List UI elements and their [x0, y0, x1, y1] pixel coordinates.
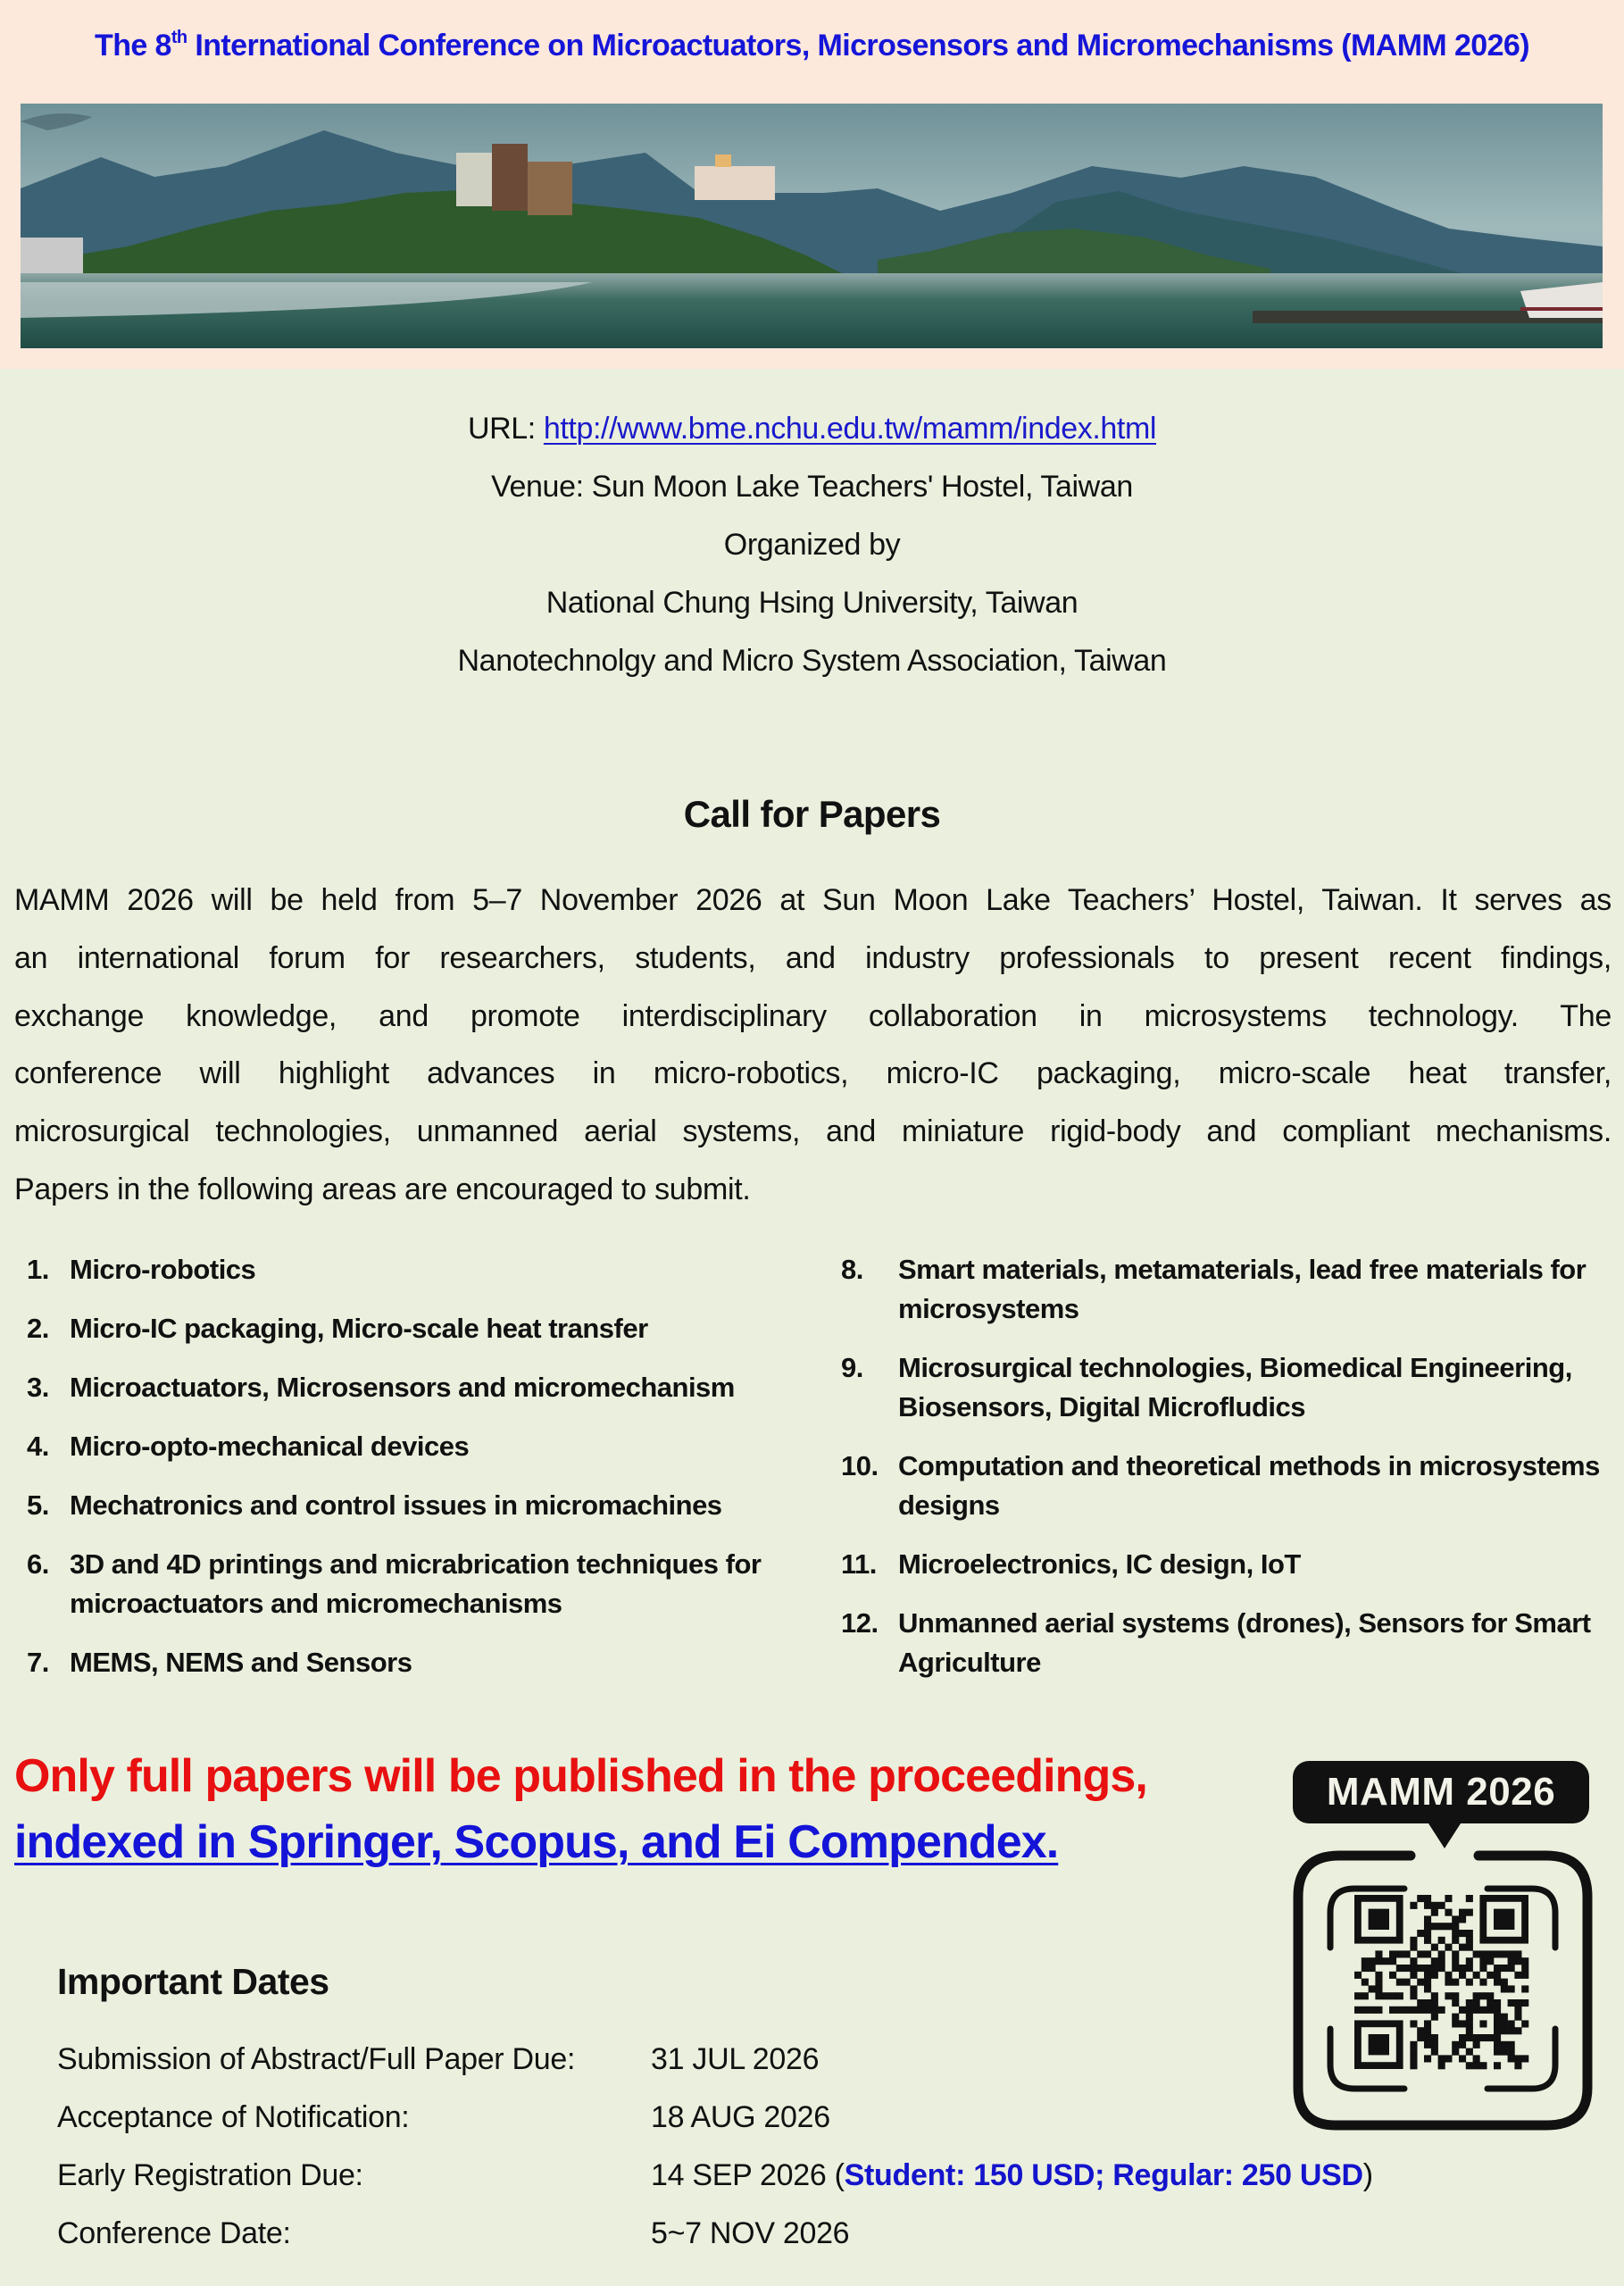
paragraph-line: Papers in the following areas are encouraged to submit. — [14, 1172, 751, 1206]
topic-text: Smart materials, metamaterials, lead free materials for microsystems — [898, 1254, 1587, 1324]
topic-number: 1. — [27, 1254, 49, 1285]
title-prefix: The 8 — [95, 29, 171, 63]
url-line — [0, 400, 1624, 458]
date-value — [651, 2156, 1396, 2214]
title-suffix: International Conference on Microactuators, Microsensors and Micromechanisms (MAMM 2026) — [187, 29, 1529, 63]
url-label: URL: — [467, 412, 544, 446]
topic-item — [27, 1427, 812, 1466]
date-label: Conference Date: — [57, 2216, 291, 2250]
date-row — [57, 2214, 1396, 2272]
topic-item — [27, 1545, 812, 1623]
topic-text: Microelectronics, IC design, IoT — [898, 1548, 1301, 1580]
landscape-photo-icon — [21, 104, 1603, 348]
topic-text: Unmanned aerial systems (drones), Sensors for Smart Agriculture — [898, 1607, 1591, 1678]
organized-by-label: Organized by — [723, 528, 901, 562]
publication-notice — [14, 1743, 1264, 1875]
conference-info — [0, 400, 1624, 690]
topic-number: 11. — [841, 1548, 877, 1580]
topic-number: 10. — [841, 1450, 879, 1481]
date-value-close: ) — [1362, 2158, 1373, 2192]
organizer: Nanotechnolgy and Micro System Association, Taiwan — [457, 644, 1167, 678]
date-value-text: 14 SEP 2026 ( — [651, 2158, 845, 2192]
topic-list-left — [27, 1250, 812, 1702]
topic-item — [27, 1368, 812, 1407]
conference-title — [0, 29, 1624, 63]
date-value: 18 AUG 2026 — [651, 2100, 830, 2134]
topic-number: 5. — [27, 1489, 49, 1521]
topic-text: Micro-opto-mechanical devices — [70, 1431, 470, 1462]
conference-url-link[interactable]: http://www.bme.nchu.edu.tw/mamm/index.html — [543, 412, 1157, 446]
topic-text: Micro-robotics — [70, 1254, 256, 1285]
topic-number: 12. — [841, 1607, 879, 1639]
paragraph-line: microsurgical technologies, unmanned aerial systems, and miniature rigid-body and compliant mechanisms. — [14, 1114, 1612, 1149]
banner-photo — [21, 104, 1603, 348]
paragraph-line: exchange knowledge, and promote interdisciplinary collaboration in microsystems technology. The — [14, 998, 1612, 1033]
date-label: Submission of Abstract/Full Paper Due: — [57, 2042, 576, 2076]
paragraph-line: MAMM 2026 will be held from 5–7 November 2026 at Sun Moon Lake Teachers’ Hostel, Taiwan. It serves as — [14, 883, 1612, 917]
topic-text: Microsurgical technologies, Biomedical Engineering, Biosensors, Digital Microfludics — [898, 1352, 1572, 1422]
topic-text: 3D and 4D printings and micrabrication techniques for microactuators and micromechanisms — [70, 1548, 762, 1619]
indexing-link[interactable]: indexed in Springer, Scopus, and Ei Compendex. — [14, 1816, 1059, 1868]
organizer: National Chung Hsing University, Taiwan — [545, 586, 1079, 620]
topic-number: 9. — [841, 1352, 863, 1383]
venue: Venue: Sun Moon Lake Teachers' Hostel, Taiwan — [491, 470, 1133, 504]
topic-number: 3. — [27, 1372, 49, 1403]
paragraph-line: conference will highlight advances in micro-robotics, micro-IC packaging, micro-scale heat transfer, — [14, 1056, 1612, 1091]
topic-text: Micro-IC packaging, Micro-scale heat transfer — [70, 1313, 648, 1344]
topic-number: 2. — [27, 1313, 49, 1344]
call-for-papers-heading: Call for Papers — [683, 793, 941, 835]
topic-item — [841, 1447, 1609, 1525]
date-row — [57, 2040, 1396, 2098]
topic-number: 4. — [27, 1431, 49, 1462]
date-row — [57, 2156, 1396, 2214]
topic-list-right — [841, 1250, 1609, 1702]
important-dates-table — [57, 2040, 1396, 2272]
topic-item — [841, 1250, 1609, 1329]
call-for-papers-body — [14, 872, 1612, 1219]
topic-number: 7. — [27, 1647, 49, 1678]
topic-number: 6. — [27, 1548, 49, 1580]
topic-item — [841, 1348, 1609, 1427]
paragraph-line: an international forum for researchers, students, and industry professionals to present recent findings, — [14, 940, 1612, 975]
topic-text: MEMS, NEMS and Sensors — [70, 1647, 412, 1678]
date-label: Acceptance of Notification: — [57, 2100, 410, 2134]
title-ordinal-suffix: th — [171, 28, 187, 47]
qr-label: MAMM 2026 — [1326, 1770, 1556, 1814]
important-dates-heading: Important Dates — [57, 1961, 329, 2002]
proceedings-notice: Only full papers will be published in the proceedings, — [14, 1750, 1147, 1802]
topic-item — [27, 1486, 812, 1525]
date-row — [57, 2098, 1396, 2156]
topic-text: Computation and theoretical methods in microsystems designs — [898, 1450, 1600, 1521]
registration-fee: Student: 150 USD; Regular: 250 USD — [844, 2158, 1363, 2192]
date-value: 31 JUL 2026 — [651, 2042, 820, 2076]
topic-text: Mechatronics and control issues in micromachines — [70, 1489, 722, 1521]
topic-number: 8. — [841, 1254, 863, 1285]
topic-item — [841, 1604, 1609, 1682]
topic-text: Microactuators, Microsensors and micromechanism — [70, 1372, 735, 1403]
topic-item — [27, 1250, 812, 1289]
date-label: Early Registration Due: — [57, 2158, 363, 2192]
topic-item — [841, 1545, 1609, 1584]
topic-item — [27, 1643, 812, 1682]
date-value: 5~7 NOV 2026 — [651, 2216, 850, 2250]
topic-item — [27, 1309, 812, 1348]
